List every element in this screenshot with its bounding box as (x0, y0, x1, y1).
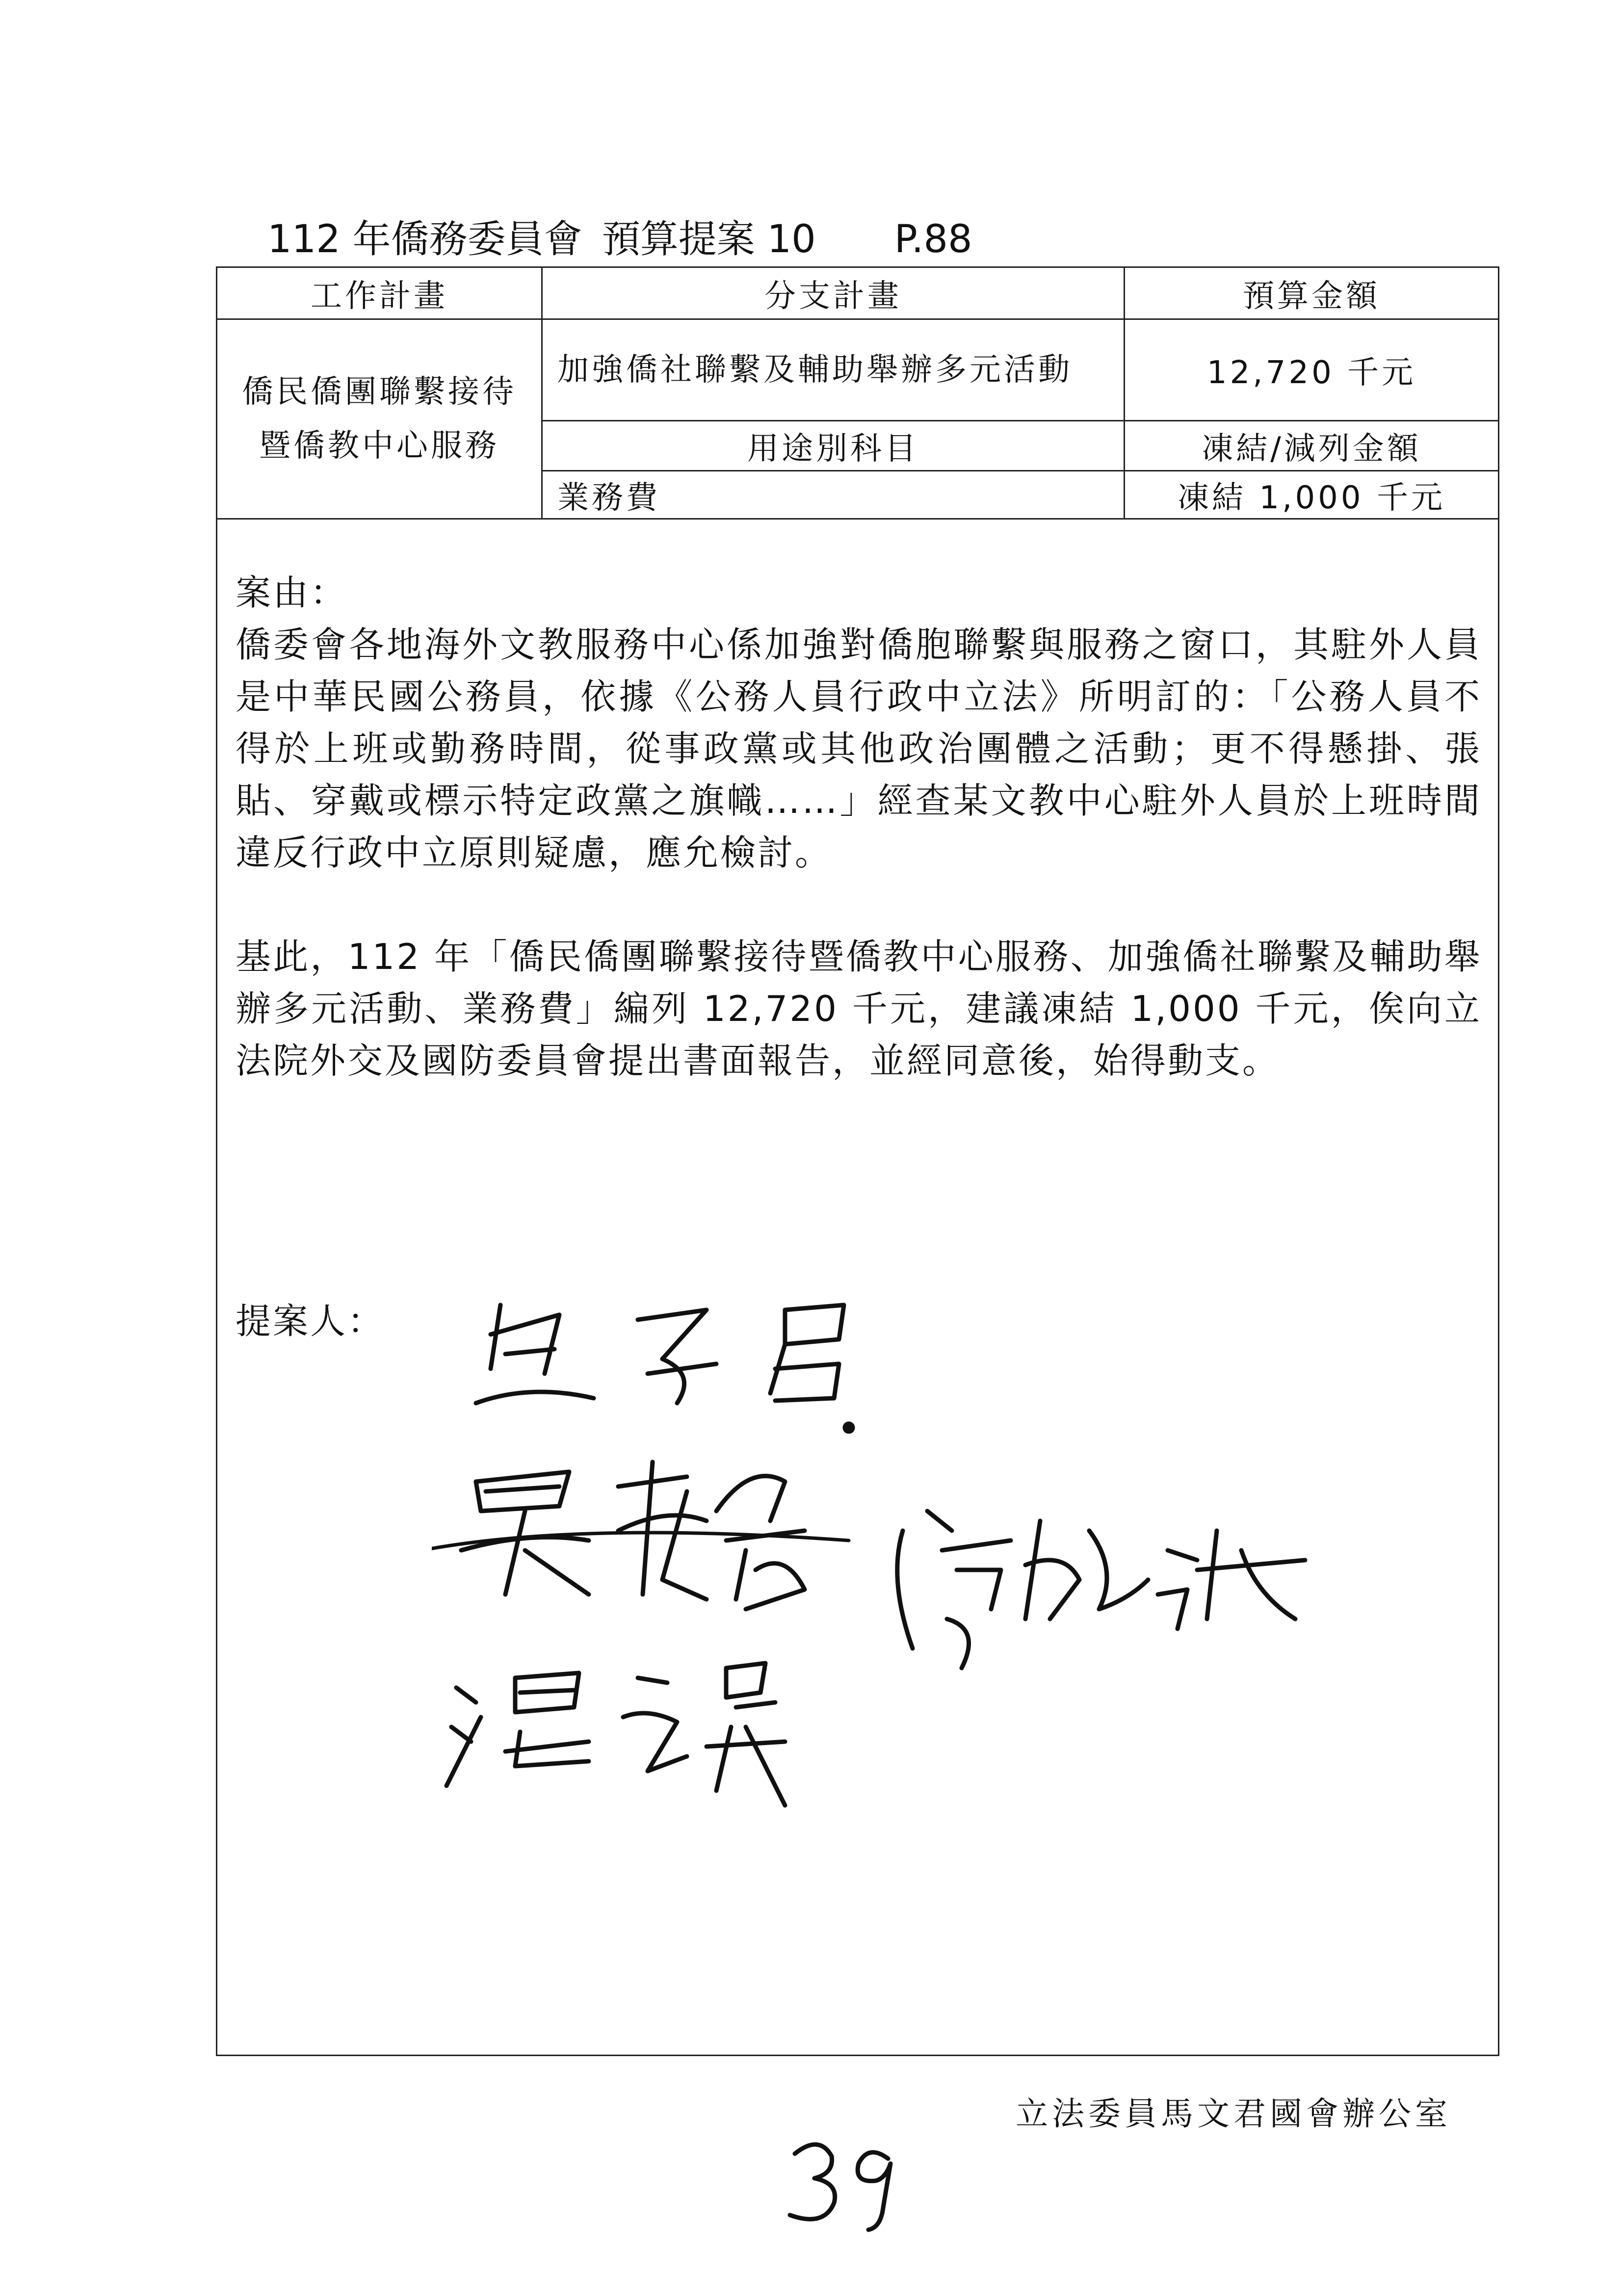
signature-2 (432, 1462, 849, 1609)
header-budget-amount: 預算金額 (1243, 278, 1380, 314)
work-plan-value: 僑民僑團聯繫接待暨僑教中心服務 (242, 374, 517, 464)
proposal-body (236, 567, 1482, 1087)
freeze-amount-value: 凍結 1,000 千元 (1178, 479, 1445, 516)
signature-3 (446, 1663, 785, 1805)
header-branch-plan: 分支計畫 (764, 278, 902, 314)
reason-label: 案由： (236, 572, 348, 613)
proposer-label: 提案人： (236, 1301, 385, 1342)
branch-plan-value: 加強僑社聯繫及輔助舉辦多元活動 (557, 352, 1073, 388)
title-proposal: 預算提案 10 (602, 217, 816, 261)
header-work-plan: 工作計畫 (311, 278, 448, 314)
header-freeze-amount: 凍結/減列金額 (1202, 430, 1421, 467)
footer-office: 立法委員馬文君國會辦公室 (1016, 2095, 1451, 2133)
handwritten-page-number (785, 2134, 903, 2232)
table-line (217, 518, 1498, 520)
purpose-item-value: 業務費 (557, 479, 660, 516)
page-title (267, 209, 972, 263)
reason-paragraph: 僑委會各地海外文教服務中心係加強對僑胞聯繫與服務之窗口，其駐外人員是中華民國公務員，依據《公務人員行政中立法》所明訂的：「公務人員不得於上班或勤務時間，從事政黨或其他政治團體之活動；更不得懸掛、張貼、穿戴或標示特定政黨之旗幟……」經查某文教中心駐外人員於上班時間違反行政中立原則疑慮，應允檢討。 (236, 624, 1482, 873)
budget-amount-value: 12,720 千元 (1206, 355, 1416, 391)
signature-1 (476, 1305, 844, 1403)
title-page-ref: P.88 (894, 217, 972, 261)
header-purpose-item: 用途別科目 (747, 430, 919, 467)
title-committee: 112 年僑務委員會 (267, 217, 582, 261)
signature-4 (897, 1511, 1305, 1668)
handwritten-signatures (432, 1276, 1364, 1815)
ink-dot (845, 1424, 853, 1432)
resolution-paragraph: 基此，112 年「僑民僑團聯繫接待暨僑教中心服務、加強僑社聯繫及輔助舉辦多元活動、業務費」編列 12,720 千元，建議凍結 1,000 千元，俟向立法院外交及國防委員會提出書面報告，並經同意後，始得動支。 (236, 936, 1482, 1081)
